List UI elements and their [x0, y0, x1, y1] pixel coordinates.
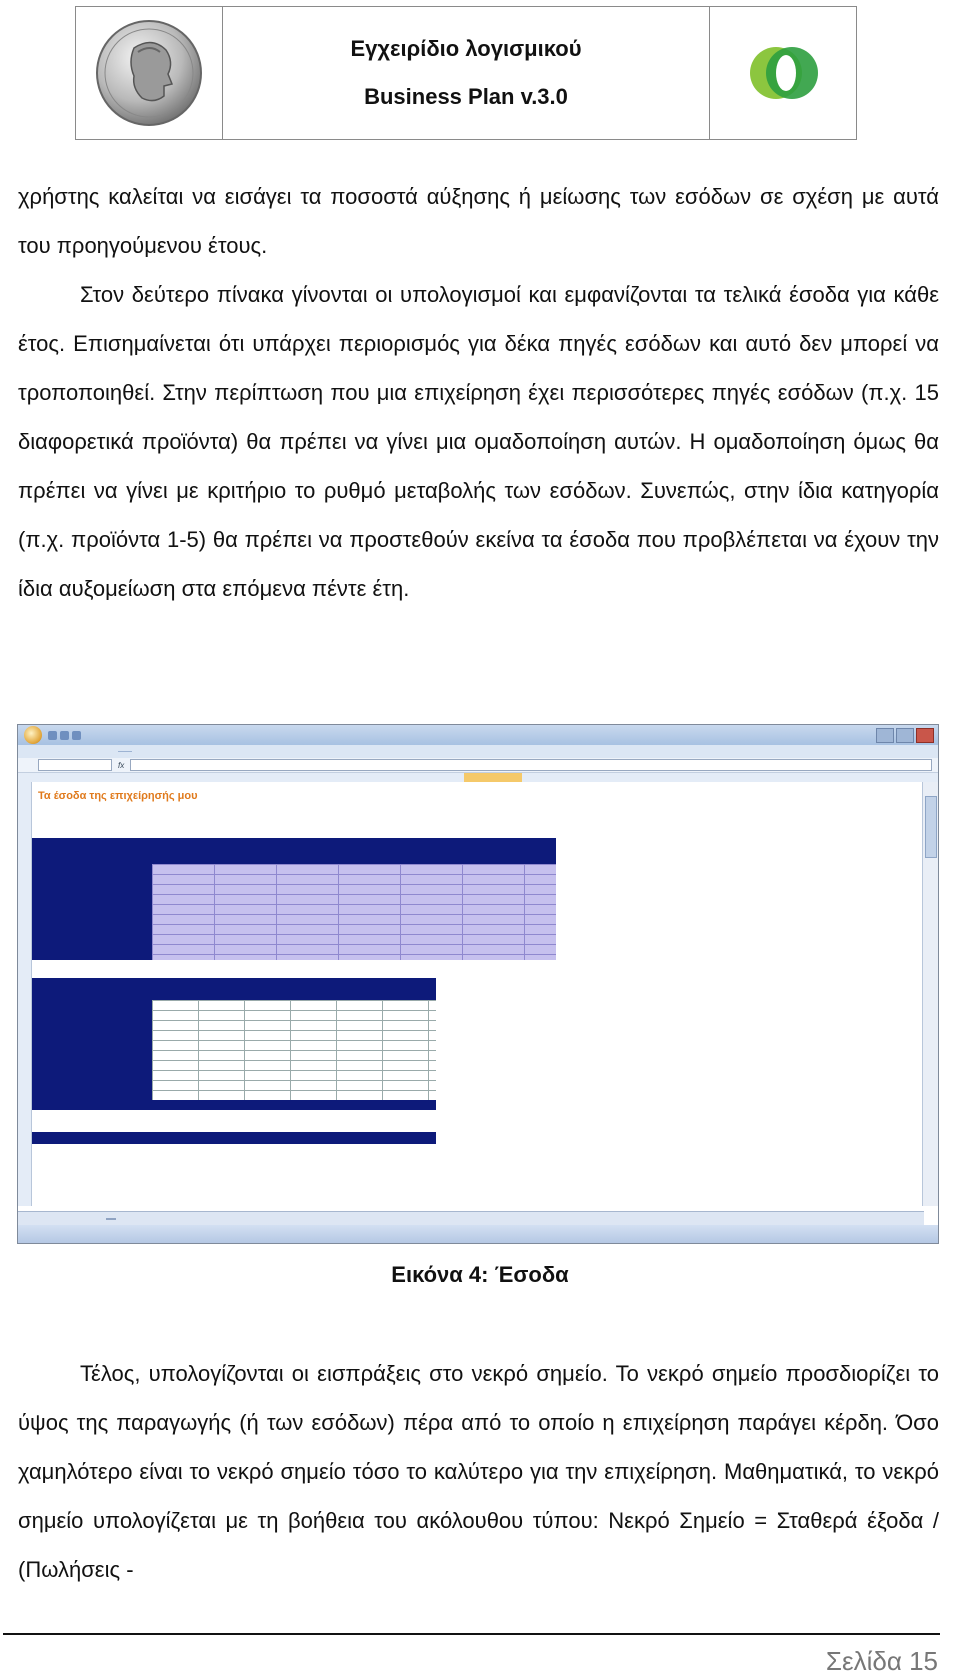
page-header [75, 6, 857, 140]
header-title-block [223, 7, 709, 139]
calc-table-cells [152, 1000, 436, 1100]
calc-table-row-labels [32, 1000, 152, 1110]
figure-caption: Εικόνα 4: Έσοδα [391, 1262, 569, 1287]
input-table-row-labels [32, 864, 152, 960]
formula-bar [18, 758, 938, 773]
excel-screenshot [17, 724, 939, 1244]
minimize-icon [876, 728, 894, 743]
fx-icon: fx [118, 760, 125, 770]
paragraph-1 [18, 172, 939, 270]
input-table-header [32, 838, 556, 864]
coin-head-logo [94, 18, 204, 128]
paragraph-2-text: Στον δεύτερο πίνακα γίνονται οι υπολογισμοί και εμφανίζονται τα τελικά έσοδα για κάθε έτος. Επισημαίνεται ότι υπάρχει περιορισμός για δέκα πηγές εσόδων και αυτό δεν μπορεί να τροποποιηθεί. Στην περίπτωση που μια επιχείρηση έχει περισσότερες πηγές εσόδων (π.χ. 15 διαφορετικά προϊόντα) θα πρέπει να γίνει μια ομαδοποίηση αυτών. Η ομαδοποίηση όμως θα πρέπει να γίνει με κριτήριο το ρυθμό μεταβολής των εσόδων. Συνεπώς, στην ίδια κατηγορία (π.χ. προϊόντα 1-5) θα πρέπει να προστεθούν εκείνα τα έσοδα που προβλέπεται να έχουν την ίδια αυξομείωση στα επόμενα πέντε έτη. [18, 282, 939, 601]
excel-titlebar [18, 725, 938, 745]
input-table-cells [152, 864, 556, 960]
sheet-title: Τα έσοδα της επιχείρησής μου [38, 790, 198, 802]
calc-table-header [32, 978, 436, 1000]
green-circles-logo [738, 28, 828, 118]
quick-access-toolbar [48, 731, 81, 740]
calc-table-total-row [152, 1100, 436, 1110]
close-icon [916, 728, 934, 743]
paragraph-1-text: χρήστης καλείται να εισάγει τα ποσοστά αύξησης ή μείωσης των εσόδων σε σχέση με αυτά του προηγούμενου έτους. [18, 184, 939, 258]
right-logo-cell [709, 7, 856, 139]
manual-title: Εγχειρίδιο λογισμικού [350, 36, 582, 61]
office-button-icon [24, 726, 42, 744]
window-controls [876, 728, 934, 743]
product-title: Business Plan v.3.0 [364, 84, 568, 109]
name-box [38, 759, 112, 771]
sheet-tabs [18, 1211, 924, 1225]
worksheet [18, 782, 924, 1206]
formula-input [130, 759, 932, 771]
footer-rule [3, 1633, 940, 1635]
paragraph-2 [18, 270, 939, 613]
vertical-scrollbar [922, 782, 938, 1206]
left-logo-cell [76, 7, 223, 139]
row-headers [18, 782, 32, 1206]
break-even-row [32, 1132, 436, 1144]
ribbon-tabs [18, 745, 938, 758]
paragraph-3 [18, 1349, 939, 1594]
paragraph-3-text: Τέλος, υπολογίζονται οι εισπράξεις στο νεκρό σημείο. Το νεκρό σημείο προσδιορίζει το ύψος της παραγωγής (ή των εσόδων) πέρα από το οποίο η επιχείρηση παράγει κέρδη. Όσο χαμηλότερο είναι το νεκρό σημείο τόσο το καλύτερο για την επιχείρηση. Μαθηματικά, το νεκρό σημείο υπολογίζεται με τη βοήθεια του ακόλουθου τύπου: Νεκρό Σημείο = Σταθερά έξοδα / (Πωλήσεις - [18, 1361, 939, 1582]
maximize-icon [896, 728, 914, 743]
status-bar [18, 1225, 938, 1243]
page-number: Σελίδα 15 [825, 1646, 938, 1676]
